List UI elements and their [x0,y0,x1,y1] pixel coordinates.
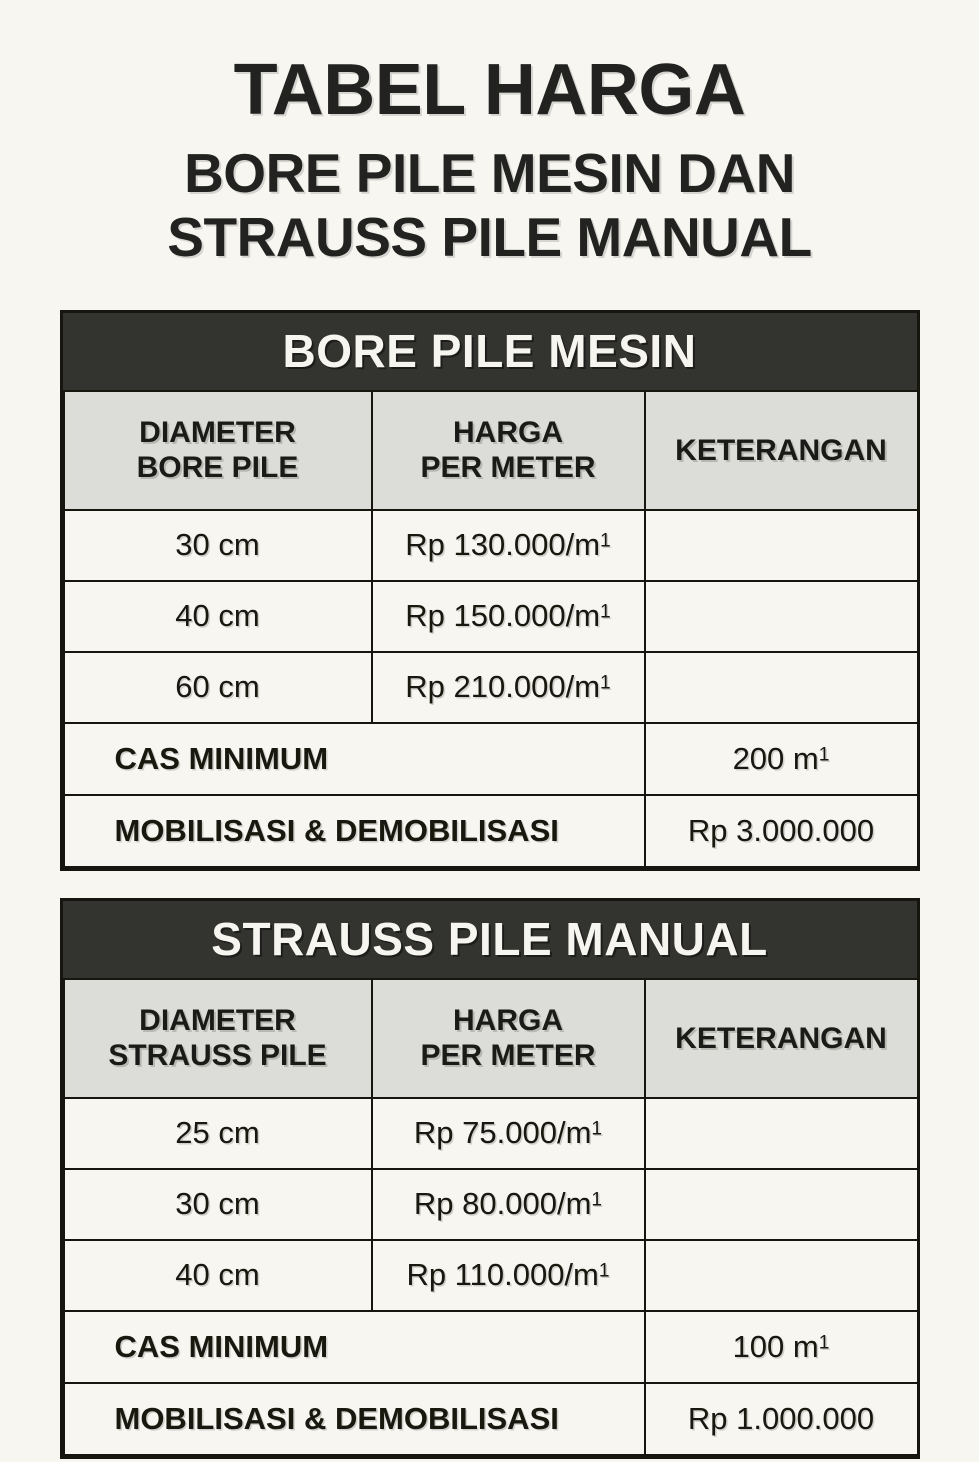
cell-price-text: Rp 110.000/m [406,1257,599,1293]
cell-price-unit: 1 [600,601,611,623]
table-row-mobilisasi [64,1383,918,1455]
cell-cas-minimum-label: CAS MINIMUM [64,1311,645,1383]
table-row [64,581,918,652]
column-header-diameter [64,391,372,510]
cell-cas-minimum-value-unit: 1 [818,744,830,766]
cell-keterangan [645,652,918,723]
cell-keterangan [645,1240,918,1311]
cell-price-text: Rp 75.000/m [413,1115,592,1151]
cell-price-unit: 1 [600,530,611,552]
cell-diameter: 40 cm [64,581,372,652]
table-header-row [64,391,918,510]
table-row [64,510,918,581]
table-row [64,1098,918,1169]
table-strauss-pile-manual [60,898,920,1459]
table-band-title-bore-pile-mesin: BORE PILE MESIN [63,313,917,390]
cell-cas-minimum-value [645,723,918,795]
cell-cas-minimum-label: CAS MINIMUM [64,723,645,795]
cell-price-text: Rp 210.000/m [405,669,601,705]
page-subtitle-line-2: STRAUSS PILE MANUAL [167,205,812,268]
column-header-harga [372,391,645,510]
table-row-cas-minimum [64,723,918,795]
table-row [64,1240,918,1311]
column-header-diameter-line-1: DIAMETER [139,415,296,449]
column-header-diameter-line-2: BORE PILE [136,451,299,485]
cell-price [372,581,645,652]
column-header-keterangan [645,979,918,1098]
cell-price-text: Rp 130.000/m [405,527,601,563]
table-row [64,652,918,723]
cell-mobilisasi-label: MOBILISASI & DEMOBILISASI [64,795,645,867]
table-band-title-strauss-pile-manual: STRAUSS PILE MANUAL [63,901,917,978]
cell-price-unit: 1 [598,1260,610,1282]
cell-keterangan [645,1098,918,1169]
column-header-diameter-line-2: STRAUSS PILE [108,1039,327,1073]
cell-diameter: 25 cm [64,1098,372,1169]
cell-keterangan [645,510,918,581]
cell-diameter: 60 cm [64,652,372,723]
cell-price-unit: 1 [591,1189,603,1211]
cell-price-text: Rp 80.000/m [413,1186,592,1222]
column-header-keterangan-line-1: KETERANGAN [675,433,887,467]
cell-mobilisasi-label: MOBILISASI & DEMOBILISASI [64,1383,645,1455]
cell-mobilisasi-value-text: Rp 1.000.000 [687,1400,875,1436]
cell-price [372,1098,645,1169]
cell-diameter: 40 cm [64,1240,372,1311]
table-row-cas-minimum [64,1311,918,1383]
cell-mobilisasi-value-text: Rp 3.000.000 [687,812,875,848]
cell-keterangan [645,1169,918,1240]
cell-mobilisasi-value [645,1383,918,1455]
column-header-diameter [64,979,372,1098]
price-table-bore-pile-mesin [63,390,919,868]
cell-cas-minimum-value-text: 200 m [732,740,819,776]
column-header-diameter-line-1: DIAMETER [139,1003,296,1037]
table-row-mobilisasi [64,795,918,867]
cell-cas-minimum-value-unit: 1 [818,1332,830,1354]
page-subtitle [0,142,979,269]
poster-title-block [0,0,979,269]
column-header-harga [372,979,645,1098]
column-header-keterangan [645,391,918,510]
table-row [64,1169,918,1240]
cell-price-unit: 1 [591,1118,603,1140]
cell-diameter: 30 cm [64,510,372,581]
table-header-row [64,979,918,1098]
cell-price-text: Rp 150.000/m [405,598,601,634]
cell-price [372,1240,645,1311]
table-bore-pile-mesin [60,310,920,871]
cell-diameter: 30 cm [64,1169,372,1240]
column-header-harga-line-1: HARGA [453,1003,563,1037]
column-header-harga-line-2: PER METER [420,1039,596,1073]
cell-price [372,652,645,723]
cell-price [372,1169,645,1240]
cell-cas-minimum-value-text: 100 m [732,1328,819,1364]
column-header-harga-line-2: PER METER [420,451,596,485]
cell-price-unit: 1 [600,672,611,694]
cell-mobilisasi-value [645,795,918,867]
column-header-harga-line-1: HARGA [453,415,563,449]
page-title: TABEL HARGA [233,50,746,130]
price-table-strauss-pile-manual [63,978,919,1456]
cell-price [372,510,645,581]
page-subtitle-line-1: BORE PILE MESIN DAN [184,142,795,205]
cell-keterangan [645,581,918,652]
column-header-keterangan-line-1: KETERANGAN [675,1021,887,1055]
cell-cas-minimum-value [645,1311,918,1383]
